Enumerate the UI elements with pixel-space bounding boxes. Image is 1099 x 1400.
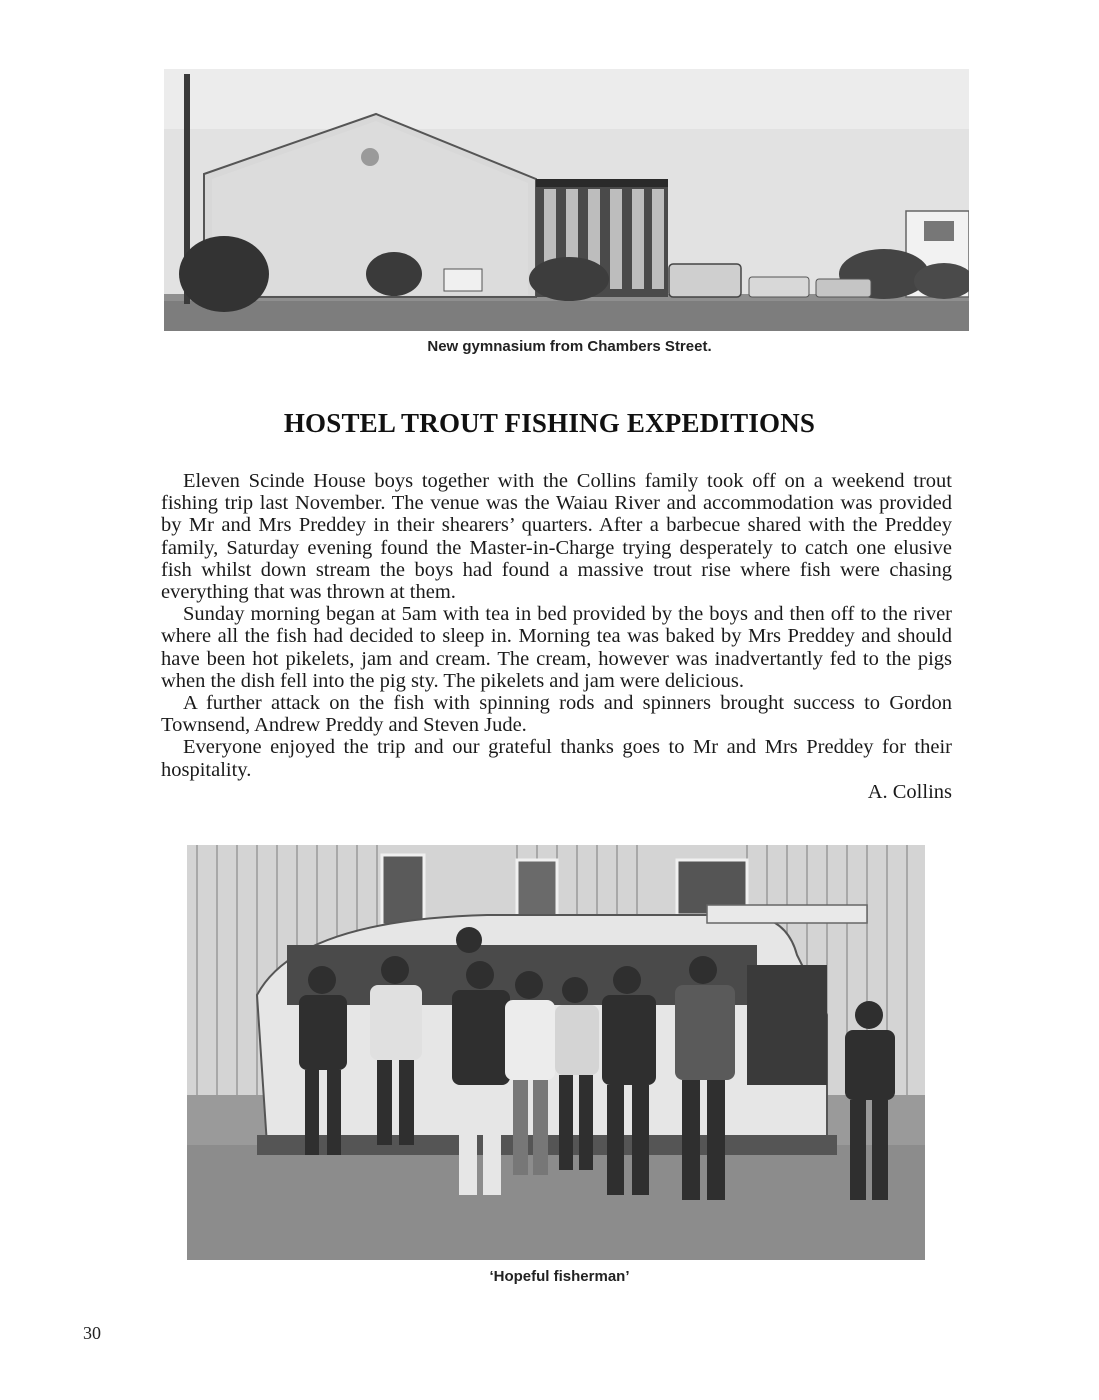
article-closing-text: Everyone enjoyed the trip and our grateful thanks goes to Mr and Mrs Preddey for their hospitality. (161, 736, 952, 781)
article-body (161, 470, 952, 803)
page-number: 30 (83, 1323, 101, 1343)
gymnasium-caption: New gymnasium from Chambers Street. (427, 338, 712, 355)
signature-line (161, 781, 952, 803)
article-author: A. Collins (867, 780, 952, 803)
article-paragraph-last (161, 736, 952, 780)
fishing-group-caption: ‘Hopeful fisherman’ (489, 1268, 630, 1285)
gymnasium-photo (164, 69, 969, 331)
article-paragraph: A further attack on the fish with spinning rods and spinners brought success to Gordon Townsend, Andrew Preddy and Steven Jude. (161, 692, 952, 737)
article-title: HOSTEL TROUT FISHING EXPEDITIONS (283, 408, 816, 438)
article-paragraph: Sunday morning began at 5am with tea in bed provided by the boys and then off to the river where all the fish had decided to sleep in. Morning tea was baked by Mrs Preddey and should have been hot pikelets, jam and cream. The cream, however was inadvertantly fed to the pigs when the dish fell into the pig sty. The pikelets and jam were delicious. (161, 603, 952, 692)
fishing-group-photo (187, 845, 925, 1260)
article-paragraph: Eleven Scinde House boys together with the Collins family took off on a weekend trout fishing trip last November. The venue was the Waiau River and accommodation was provided by Mr and Mrs Preddey in their shearers’ quarters. After a barbecue shared with the Preddey family, Saturday evening found the Master-in-Charge trying desperately to catch one elusive fish whilst down stream the boys had found a massive trout rise where fish were chasing everything that was thrown at them. (161, 470, 952, 604)
